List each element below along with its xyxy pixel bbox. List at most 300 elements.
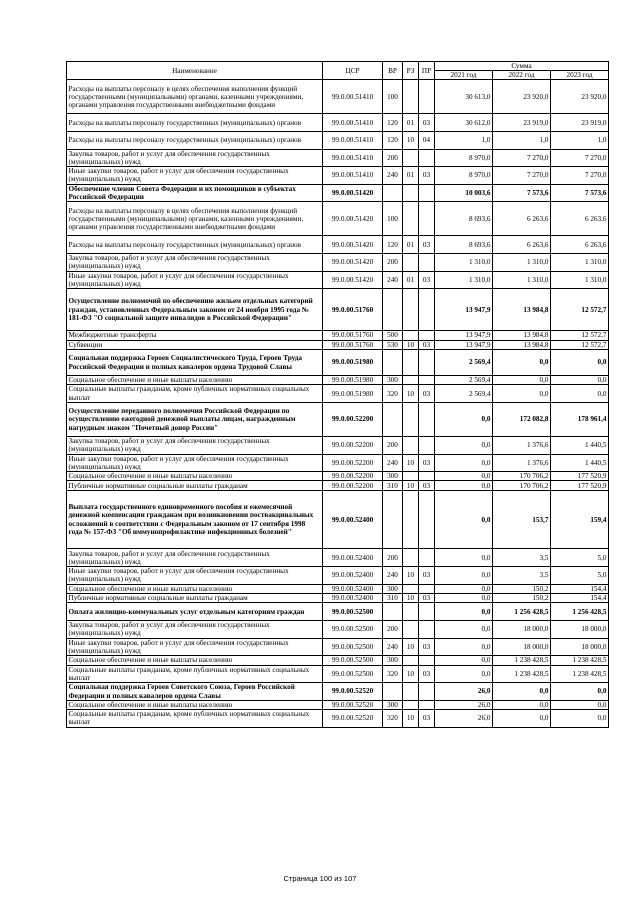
row-csr: 99.0.00.52200 [323, 454, 383, 472]
table-row [67, 436, 609, 454]
row-name: Социальное обеспечение и иные выплаты населению [67, 700, 323, 709]
row-sum-2021: 26,0 [435, 683, 493, 701]
row-pr [419, 80, 435, 114]
row-sum-2021: 0,0 [435, 402, 493, 436]
row-name: Иные закупки товаров, работ и услуг для обеспечения государственных (муниципальных) нужд [67, 638, 323, 656]
row-vr: 100 [383, 80, 403, 114]
row-vr: 530 [383, 340, 403, 349]
header-rz: РЗ [403, 62, 419, 80]
row-name: Расходы на выплаты персоналу государственных (муниципальных) органов [67, 132, 323, 150]
row-vr: 310 [383, 481, 403, 490]
row-sum-2022: 150,2 [493, 594, 551, 603]
row-vr: 200 [383, 621, 403, 639]
row-name: Социальная поддержка Героев Социалистического Труда, Героев Труда Российской Федерации и полных кавалеров ордена Трудовой Славы [67, 350, 323, 376]
header-year-2022: 2022 год [493, 71, 551, 80]
table-row [67, 710, 609, 728]
row-sum-2021: 0,0 [435, 472, 493, 481]
table-row [67, 202, 609, 236]
row-name: Социальные выплаты гражданам, кроме публичных нормативных социальных выплат [67, 665, 323, 683]
row-pr [419, 402, 435, 436]
row-pr [419, 490, 435, 549]
row-sum-2021: 13 947,9 [435, 289, 493, 331]
row-name: Иные закупки товаров, работ и услуг для обеспечения государственных (муниципальных) нужд [67, 167, 323, 185]
table-row [67, 289, 609, 331]
row-sum-2023: 1 238 428,5 [551, 656, 609, 665]
row-pr [419, 603, 435, 621]
row-rz [403, 549, 419, 567]
row-sum-2023: 154,4 [551, 594, 609, 603]
row-name: Иные закупки товаров, работ и услуг для обеспечения государственных (муниципальных) нужд [67, 567, 323, 585]
row-sum-2023: 0,0 [551, 683, 609, 701]
header-sum: Сумма [435, 62, 609, 71]
row-sum-2021: 8 693,6 [435, 202, 493, 236]
row-sum-2023: 1 440,5 [551, 454, 609, 472]
row-vr: 100 [383, 202, 403, 236]
table-row [67, 375, 609, 384]
row-sum-2022: 18 000,0 [493, 621, 551, 639]
row-sum-2023: 23 919,0 [551, 114, 609, 132]
row-rz [403, 253, 419, 271]
row-pr [419, 184, 435, 202]
table-row [67, 656, 609, 665]
row-vr: 240 [383, 567, 403, 585]
row-csr: 99.0.00.52200 [323, 481, 383, 490]
row-vr: 320 [383, 385, 403, 403]
row-vr [383, 289, 403, 331]
row-sum-2021: 0,0 [435, 621, 493, 639]
row-sum-2022: 170 706,2 [493, 472, 551, 481]
header-year-2023: 2023 год [551, 71, 609, 80]
row-sum-2023: 154,4 [551, 584, 609, 593]
row-sum-2022: 1 310,0 [493, 253, 551, 271]
row-vr: 240 [383, 638, 403, 656]
row-sum-2021: 0,0 [435, 594, 493, 603]
row-sum-2022: 150,2 [493, 584, 551, 593]
row-csr: 99.0.00.52520 [323, 683, 383, 701]
row-vr [383, 184, 403, 202]
budget-table [66, 61, 609, 728]
row-vr: 320 [383, 665, 403, 683]
table-row [67, 340, 609, 349]
row-sum-2022: 13 984,8 [493, 340, 551, 349]
row-pr [419, 253, 435, 271]
row-vr: 200 [383, 253, 403, 271]
row-pr [419, 202, 435, 236]
row-csr: 99.0.00.52400 [323, 584, 383, 593]
row-sum-2021: 0,0 [435, 436, 493, 454]
row-rz [403, 700, 419, 709]
row-csr: 99.0.00.51760 [323, 331, 383, 340]
row-csr: 99.0.00.52500 [323, 665, 383, 683]
row-sum-2023: 7 270,0 [551, 149, 609, 167]
table-row [67, 350, 609, 376]
row-csr: 99.0.00.51760 [323, 340, 383, 349]
row-pr: 03 [419, 665, 435, 683]
row-pr [419, 436, 435, 454]
table-row [67, 132, 609, 150]
row-csr: 99.0.00.52400 [323, 549, 383, 567]
row-sum-2022: 23 920,0 [493, 80, 551, 114]
row-rz [403, 656, 419, 665]
row-vr [383, 350, 403, 376]
row-sum-2023: 12 572,7 [551, 331, 609, 340]
row-sum-2023: 23 920,0 [551, 80, 609, 114]
row-sum-2023: 5,0 [551, 549, 609, 567]
row-vr: 300 [383, 656, 403, 665]
row-sum-2021: 1,0 [435, 132, 493, 150]
table-row [67, 80, 609, 114]
table-row [67, 594, 609, 603]
row-pr [419, 149, 435, 167]
row-sum-2023: 1,0 [551, 132, 609, 150]
row-sum-2021: 0,0 [435, 490, 493, 549]
row-name: Социальные выплаты гражданам, кроме публичных нормативных социальных выплат [67, 385, 323, 403]
row-vr: 500 [383, 331, 403, 340]
row-sum-2021: 2 569,4 [435, 350, 493, 376]
row-vr: 200 [383, 149, 403, 167]
row-sum-2023: 159,4 [551, 490, 609, 549]
row-rz: 10 [403, 385, 419, 403]
header-row [67, 62, 609, 71]
table-row [67, 236, 609, 254]
table-row [67, 149, 609, 167]
row-vr: 240 [383, 454, 403, 472]
row-vr: 240 [383, 271, 403, 289]
row-name: Социальные выплаты гражданам, кроме публичных нормативных социальных выплат [67, 710, 323, 728]
row-sum-2023: 7 270,0 [551, 167, 609, 185]
row-csr: 99.0.00.51420 [323, 202, 383, 236]
row-sum-2022: 1 376,6 [493, 436, 551, 454]
row-sum-2021: 0,0 [435, 481, 493, 490]
row-rz [403, 584, 419, 593]
row-csr: 99.0.00.51410 [323, 80, 383, 114]
row-name: Оплата жилищно-коммунальных услуг отдельным категориям граждан [67, 603, 323, 621]
row-name: Социальное обеспечение и иные выплаты населению [67, 656, 323, 665]
table-row [67, 454, 609, 472]
row-sum-2022: 1 376,6 [493, 454, 551, 472]
row-sum-2022: 13 984,8 [493, 331, 551, 340]
row-sum-2023: 177 520,9 [551, 472, 609, 481]
row-csr: 99.0.00.52500 [323, 638, 383, 656]
table-body [67, 80, 609, 727]
row-pr [419, 331, 435, 340]
table-row [67, 549, 609, 567]
row-sum-2022: 1,0 [493, 132, 551, 150]
row-sum-2021: 0,0 [435, 567, 493, 585]
row-vr: 200 [383, 436, 403, 454]
row-rz [403, 331, 419, 340]
row-csr: 99.0.00.51980 [323, 375, 383, 384]
row-rz [403, 683, 419, 701]
row-pr [419, 584, 435, 593]
row-rz: 01 [403, 271, 419, 289]
row-csr: 99.0.00.51410 [323, 167, 383, 185]
row-sum-2022: 6 263,6 [493, 202, 551, 236]
row-sum-2022: 1 238 428,5 [493, 665, 551, 683]
table-row [67, 567, 609, 585]
row-sum-2021: 8 970,0 [435, 149, 493, 167]
row-sum-2021: 0,0 [435, 665, 493, 683]
row-sum-2021: 30 612,0 [435, 114, 493, 132]
row-name: Закупка товаров, работ и услуг для обеспечения государственных (муниципальных) нужд [67, 549, 323, 567]
table-row [67, 114, 609, 132]
row-vr [383, 683, 403, 701]
row-vr: 300 [383, 584, 403, 593]
row-rz [403, 149, 419, 167]
row-rz [403, 490, 419, 549]
row-rz [403, 436, 419, 454]
row-sum-2023: 0,0 [551, 385, 609, 403]
row-sum-2022: 1 256 428,5 [493, 603, 551, 621]
row-rz: 10 [403, 710, 419, 728]
row-name: Социальное обеспечение и иные выплаты населению [67, 472, 323, 481]
row-sum-2022: 0,0 [493, 375, 551, 384]
row-pr: 03 [419, 167, 435, 185]
row-sum-2022: 0,0 [493, 700, 551, 709]
row-csr: 99.0.00.52200 [323, 472, 383, 481]
row-csr: 99.0.00.52400 [323, 594, 383, 603]
row-pr [419, 656, 435, 665]
row-pr: 03 [419, 340, 435, 349]
row-csr: 99.0.00.51410 [323, 114, 383, 132]
row-csr: 99.0.00.51760 [323, 289, 383, 331]
table-row [67, 621, 609, 639]
row-name: Расходы на выплаты персоналу государственных (муниципальных) органов [67, 114, 323, 132]
row-vr: 200 [383, 549, 403, 567]
row-name: Выплата государственного единовременного пособия и ежемесячной денежной компенсации гражданам при возникновении поствакцинальных осложнений в соответствии с Федеральным законом от 17 сентября 1998 года № 157-ФЗ "Об иммунопрофилактике инфекционных болезней" [67, 490, 323, 549]
row-vr: 310 [383, 594, 403, 603]
row-name: Публичные нормативные социальные выплаты гражданам [67, 594, 323, 603]
row-sum-2021: 0,0 [435, 584, 493, 593]
header-vr: ВР [383, 62, 403, 80]
row-csr: 99.0.00.52200 [323, 436, 383, 454]
row-name: Расходы на выплаты персоналу в целях обеспечения выполнения функций государственными (муниципальными) органами, казенными учреждениями, органами управления государственными внебюджетными фондами [67, 80, 323, 114]
row-pr: 04 [419, 132, 435, 150]
row-name: Закупка товаров, работ и услуг для обеспечения государственных (муниципальных) нужд [67, 621, 323, 639]
row-name: Иные закупки товаров, работ и услуг для обеспечения государственных (муниципальных) нужд [67, 454, 323, 472]
header-year-2021: 2021 год [435, 71, 493, 80]
row-sum-2021: 0,0 [435, 638, 493, 656]
row-pr: 03 [419, 481, 435, 490]
row-pr [419, 472, 435, 481]
row-sum-2021: 2 569,4 [435, 385, 493, 403]
row-vr: 300 [383, 700, 403, 709]
row-pr [419, 683, 435, 701]
row-rz: 10 [403, 481, 419, 490]
row-rz: 01 [403, 167, 419, 185]
row-rz: 10 [403, 454, 419, 472]
row-sum-2023: 1 238 428,5 [551, 665, 609, 683]
row-sum-2021: 0,0 [435, 454, 493, 472]
row-sum-2023: 0,0 [551, 375, 609, 384]
row-sum-2022: 3,5 [493, 549, 551, 567]
row-rz: 01 [403, 114, 419, 132]
row-rz: 01 [403, 236, 419, 254]
row-pr [419, 350, 435, 376]
table-row [67, 472, 609, 481]
table-row [67, 584, 609, 593]
table-row [67, 603, 609, 621]
row-sum-2021: 13 947,9 [435, 340, 493, 349]
table-row [67, 683, 609, 701]
row-csr: 99.0.00.51420 [323, 271, 383, 289]
row-sum-2022: 0,0 [493, 710, 551, 728]
table-row [67, 167, 609, 185]
row-sum-2021: 8 970,0 [435, 167, 493, 185]
row-pr: 03 [419, 567, 435, 585]
table-row [67, 481, 609, 490]
row-pr: 03 [419, 271, 435, 289]
row-sum-2022: 0,0 [493, 350, 551, 376]
row-name: Социальная поддержка Героев Советского Союза, Героев Российской Федерации и полных кавалеров ордена Славы [67, 683, 323, 701]
row-sum-2023: 0,0 [551, 350, 609, 376]
row-rz: 10 [403, 567, 419, 585]
row-pr: 03 [419, 385, 435, 403]
row-name: Расходы на выплаты персоналу государственных (муниципальных) органов [67, 236, 323, 254]
row-vr: 120 [383, 114, 403, 132]
row-csr: 99.0.00.52200 [323, 402, 383, 436]
table-row [67, 490, 609, 549]
row-rz [403, 472, 419, 481]
row-sum-2022: 1 238 428,5 [493, 656, 551, 665]
row-sum-2022: 7 573,6 [493, 184, 551, 202]
row-sum-2023: 6 263,6 [551, 236, 609, 254]
row-pr [419, 289, 435, 331]
table-row [67, 331, 609, 340]
table-row [67, 385, 609, 403]
row-pr: 03 [419, 710, 435, 728]
row-vr [383, 490, 403, 549]
header-csr: ЦСР [323, 62, 383, 80]
row-rz [403, 289, 419, 331]
row-csr: 99.0.00.52500 [323, 603, 383, 621]
row-csr: 99.0.00.52400 [323, 567, 383, 585]
row-rz [403, 184, 419, 202]
row-sum-2022: 3,5 [493, 567, 551, 585]
header-name: Наименование [67, 62, 323, 80]
row-sum-2022: 0,0 [493, 385, 551, 403]
row-sum-2023: 1 256 428,5 [551, 603, 609, 621]
row-pr [419, 700, 435, 709]
row-sum-2022: 172 082,8 [493, 402, 551, 436]
row-vr: 300 [383, 375, 403, 384]
row-sum-2021: 8 693,6 [435, 236, 493, 254]
row-csr: 99.0.00.51410 [323, 132, 383, 150]
row-sum-2021: 0,0 [435, 549, 493, 567]
row-rz [403, 350, 419, 376]
table-row [67, 665, 609, 683]
row-csr: 99.0.00.52520 [323, 710, 383, 728]
row-sum-2022: 0,0 [493, 683, 551, 701]
row-sum-2021: 0,0 [435, 603, 493, 621]
row-sum-2022: 170 706,2 [493, 481, 551, 490]
row-rz: 10 [403, 340, 419, 349]
row-name: Публичные нормативные социальные выплаты гражданам [67, 481, 323, 490]
header-pr: ПР [419, 62, 435, 80]
table-row [67, 700, 609, 709]
row-sum-2021: 1 310,0 [435, 271, 493, 289]
row-sum-2021: 30 613,0 [435, 80, 493, 114]
table-row [67, 271, 609, 289]
row-pr: 03 [419, 114, 435, 132]
row-sum-2023: 18 000,0 [551, 621, 609, 639]
row-sum-2022: 1 310,0 [493, 271, 551, 289]
row-sum-2023: 0,0 [551, 700, 609, 709]
row-rz [403, 402, 419, 436]
row-sum-2023: 12 572,7 [551, 289, 609, 331]
row-csr: 99.0.00.51420 [323, 253, 383, 271]
row-rz: 10 [403, 594, 419, 603]
row-name: Расходы на выплаты персоналу в целях обеспечения выполнения функций государственными (муниципальными) органами, казенными учреждениями, органами управления государственными внебюджетными фондами [67, 202, 323, 236]
row-sum-2023: 0,0 [551, 710, 609, 728]
row-name: Субвенции [67, 340, 323, 349]
table-row [67, 184, 609, 202]
row-sum-2023: 12 572,7 [551, 340, 609, 349]
row-sum-2022: 23 919,0 [493, 114, 551, 132]
row-name: Межбюджетные трансферты [67, 331, 323, 340]
row-rz: 10 [403, 665, 419, 683]
row-rz [403, 80, 419, 114]
row-sum-2023: 178 961,4 [551, 402, 609, 436]
row-sum-2023: 7 573,6 [551, 184, 609, 202]
row-name: Иные закупки товаров, работ и услуг для обеспечения государственных (муниципальных) нужд [67, 271, 323, 289]
row-pr [419, 549, 435, 567]
row-sum-2022: 13 984,8 [493, 289, 551, 331]
row-rz: 10 [403, 132, 419, 150]
row-sum-2022: 7 270,0 [493, 149, 551, 167]
row-vr [383, 402, 403, 436]
row-sum-2021: 26,0 [435, 710, 493, 728]
row-sum-2021: 26,0 [435, 700, 493, 709]
row-csr: 99.0.00.51980 [323, 385, 383, 403]
row-sum-2023: 177 520,9 [551, 481, 609, 490]
row-rz [403, 621, 419, 639]
row-pr: 03 [419, 638, 435, 656]
row-rz [403, 375, 419, 384]
row-name: Осуществление переданного полномочия Российской Федерации по осуществлению ежегодной денежной выплаты лицам, награжденным нагрудным знаком "Почетный донор России" [67, 402, 323, 436]
row-sum-2023: 18 000,0 [551, 638, 609, 656]
row-name: Социальное обеспечение и иные выплаты населению [67, 584, 323, 593]
row-pr: 03 [419, 594, 435, 603]
table-row [67, 402, 609, 436]
row-name: Осуществление полномочий по обеспечению жильем отдельных категорий граждан, установленных Федеральным законом от 24 ноября 1995 года № 181-ФЗ "О социальной защите инвалидов в Российской Федерации" [67, 289, 323, 331]
row-sum-2021: 10 003,6 [435, 184, 493, 202]
row-sum-2022: 6 263,6 [493, 236, 551, 254]
row-sum-2021: 1 310,0 [435, 253, 493, 271]
row-csr: 99.0.00.52500 [323, 656, 383, 665]
row-sum-2021: 13 947,9 [435, 331, 493, 340]
row-csr: 99.0.00.51410 [323, 149, 383, 167]
row-rz [403, 603, 419, 621]
table-row [67, 253, 609, 271]
row-sum-2023: 5,0 [551, 567, 609, 585]
row-pr [419, 621, 435, 639]
row-sum-2021: 2 569,4 [435, 375, 493, 384]
row-vr: 240 [383, 167, 403, 185]
row-vr [383, 603, 403, 621]
row-vr: 120 [383, 132, 403, 150]
page-footer: Страница 100 из 107 [283, 874, 357, 883]
row-csr: 99.0.00.52520 [323, 700, 383, 709]
row-name: Закупка товаров, работ и услуг для обеспечения государственных (муниципальных) нужд [67, 253, 323, 271]
row-vr: 320 [383, 710, 403, 728]
row-sum-2023: 1 310,0 [551, 253, 609, 271]
row-rz [403, 202, 419, 236]
row-csr: 99.0.00.52400 [323, 490, 383, 549]
row-name: Закупка товаров, работ и услуг для обеспечения государственных (муниципальных) нужд [67, 436, 323, 454]
row-pr: 03 [419, 454, 435, 472]
row-vr: 300 [383, 472, 403, 481]
